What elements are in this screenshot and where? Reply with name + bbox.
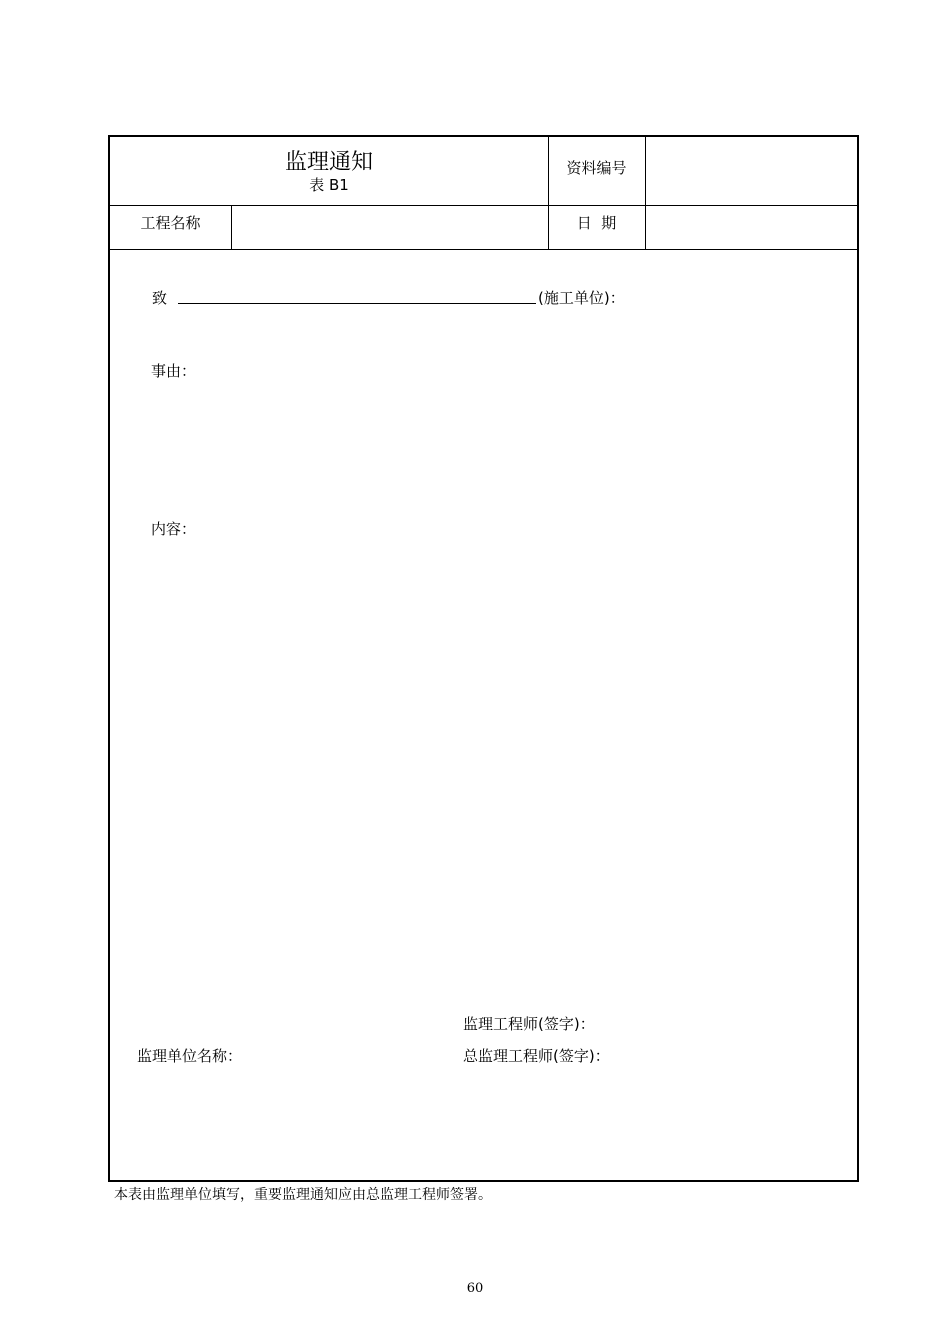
divider [231,205,232,249]
content-label: 内容： [151,520,197,538]
form-title: 监理通知 [284,150,373,175]
page-number: 60 [466,1281,484,1296]
to-label: 致 [152,289,168,307]
footer-note: 本表由监理单位填写，重要监理通知应由总监理工程师签署。 [114,1187,492,1203]
doc-no-label: 资料编号 [566,159,627,177]
form-subtitle: 表 B1 [309,176,349,194]
to-suffix: (施工单位)： [538,289,625,307]
project-name-label: 工程名称 [140,214,201,232]
supervision-notice-form [108,135,859,1182]
chief-engineer-sign-label: 总监理工程师(签字)： [463,1047,610,1065]
unit-name-label: 监理单位名称： [137,1047,243,1065]
engineer-sign-label: 监理工程师(签字)： [463,1015,595,1033]
divider [645,137,646,249]
divider [110,249,857,250]
date-label: 日 期 [576,214,617,232]
to-underline [178,303,536,304]
divider [110,205,857,206]
reason-label: 事由： [151,362,197,380]
